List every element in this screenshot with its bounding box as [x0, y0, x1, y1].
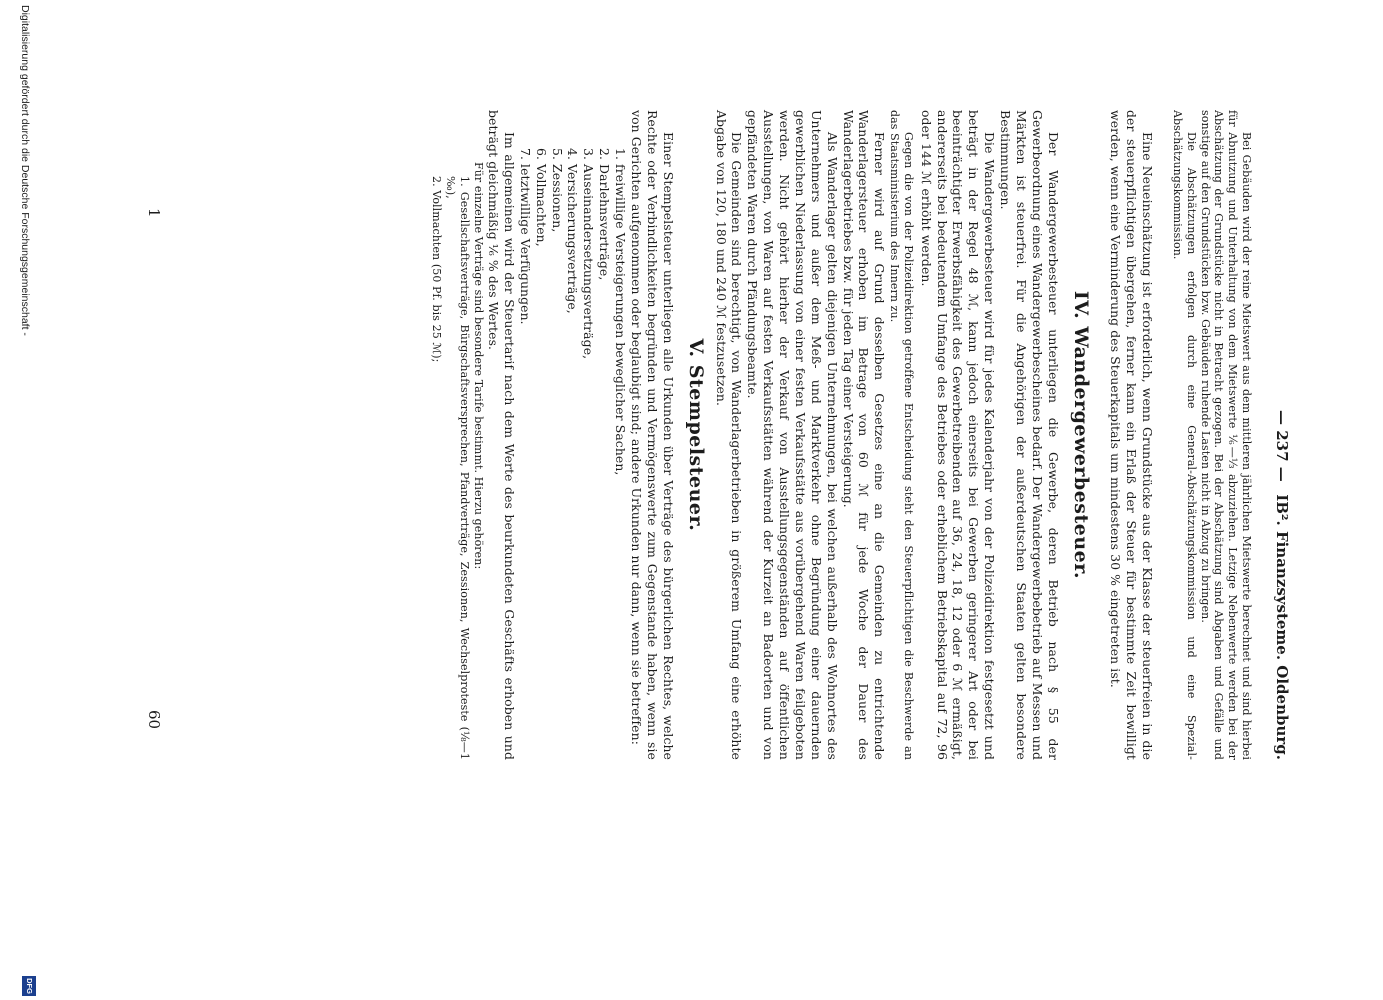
- list-item: 4. Versicherungsverträge,: [565, 148, 581, 314]
- dfg-logo-icon: DFG: [22, 976, 36, 996]
- section-stempelsteuer: [429, 110, 708, 760]
- intro-paragraph: Eine Neueinschätzung ist erforderlich, wenn Grundstücke aus der Klasse der steuerfreien in die der steuerpflichtigen übergehen, ferner kann ein Erlaß der Steuer für bestimmte Zeit bewilligt werden, wenn eine Verminderung des Steuerkapitals um mindestens 30 % eingetreten ist.: [1108, 110, 1155, 760]
- body-paragraph: Die Gemeinden sind berechtigt, von Wanderlagerbetrieben in größerem Umfang eine erhöhte Abgabe von 120, 180 und 240 ℳ festzusetzen.: [713, 110, 745, 760]
- tariff-item: 1. Gesellschaftsverträge, Bürgschaftsversprechen, Pfandverträge, Zessionen, Wechselproteste (⅛—1 ‰),: [444, 176, 472, 760]
- list-item: 2. Darlehnsverträge,: [597, 148, 613, 281]
- list-item: 6. Vollmachten,: [533, 148, 549, 247]
- body-paragraph: Gegen die von der Polizeidirektion getroffene Entscheidung steht den Steuerpflichtigen die Beschwerde an das Staatsministerium des Innern zu.: [888, 110, 915, 760]
- list-item: 7. letztwillige Verfügungen.: [517, 148, 533, 325]
- page-number: — 237 —: [1273, 410, 1291, 482]
- intro-paragraph: Die Abschätzungen erfolgen durch eine General-Abschätzungskommission und eine Spezial-Abschätzungskommission.: [1171, 110, 1198, 760]
- intro-block: [1171, 110, 1254, 760]
- signature-mark-left: 1: [145, 208, 163, 218]
- signature-mark-right: 60: [145, 710, 163, 730]
- tariff-item: 2. Vollmachten (50 Pf. bis 25 ℳ);: [429, 176, 443, 363]
- tariff-intro: Für einzelne Verträge sind besondere Tarife bestimmt. Hierzu gehören:: [472, 162, 486, 570]
- list-item: 1. freiwillige Versteigerungen beweglicher Sachen,: [613, 148, 629, 476]
- section-heading: V. Stempelsteuer.: [685, 338, 707, 532]
- intro-paragraph: Bei Gebäuden wird der reine Mietswert aus dem mittleren jährlichen Mietswerte berechnet und sind hierbei für Abnutzung und Unterhaltung von dem Mietswerte ⅙—⅓ abzuziehen. Letzige Nebenwerte werden bei der Abschätzung der Grundstücke nicht in Betracht gezogen. Bei der Abschätzung sind Abgaben und Gefälle und sonstige auf den Grundstücken bzw. Gebäuden ruhende Lasten nicht in Abzug zu bringen.: [1198, 110, 1253, 760]
- body-paragraph: Einer Stempelsteuer unterliegen alle Urkunden über Verträge des bürgerlichen Rechtes, welche Rechte oder Verbindlichkeiten begründen und Vermögenswerte zum Gegenstande haben, wenn sie von Gerichten aufgenommen oder beglaubigt sind; andere Urkunden nur dann, wenn sie betreffen:: [628, 110, 676, 760]
- section-wandergewerbesteuer: [713, 110, 1093, 760]
- digitization-credit: Digitalisierung gefördert durch die Deutsche Forschungsgemeinschaft -: [19, 5, 31, 336]
- intro-block-2: [1107, 110, 1155, 760]
- list-item: 3. Auseinandersetzungsverträge,: [581, 148, 597, 360]
- list-item: 5. Zessionen,: [549, 148, 565, 233]
- body-paragraph: Als Wanderlager gelten diejenigen Unternehmungen, bei welchen außerhalb des Wohnortes des Unternehmers und außer dem Meß- und Marktverkehr ohne Begründung einer dauernden gewerblichen Niederlassung von einer festen Verkaufsstätte aus vorübergehend Waren feilgeboten werden. Nicht gehört hierher der Verkauf von Ausstellungsgegenständen auf öffentlichen Ausstellungen, von Waren auf festen Verkaufsstätten während der Kurzeit an Badeorten und von gepfändeten Waren durch Pfändungsbeamte.: [745, 110, 840, 760]
- section-heading: IV. Wandergewerbesteuer.: [1070, 290, 1092, 580]
- body-paragraph: Der Wandergewerbesteuer unterliegen die Gewerbe, deren Betrieb nach § 55 der Gewerbeordnung eines Wandergewerbescheines bedarf. Der Wandergewerbebetrieb auf Messen und Märkten ist steuerfrei. Für die Angehörigen der außerdeutschen Staaten gelten besondere Bestimmungen.: [998, 110, 1061, 760]
- body-paragraph: Ferner wird auf Grund desselben Gesetzes eine an die Gemeinden zu entrichtende Wanderlagersteuer erhoben im Betrage von 60 ℳ für jede Woche der Dauer des Wanderlagerbetriebes bzw. für jeden Tag einer Versteigerung.: [840, 110, 888, 760]
- digitization-footer: [2, 0, 38, 1000]
- running-title: IB². Finanzsysteme. Oldenburg.: [1273, 494, 1291, 760]
- running-header: [1271, 110, 1291, 760]
- body-paragraph: Im allgemeinen wird der Steuertarif nach dem Werte des beurkundeten Geschäfts erhoben und beträgt gleichmäßig ⅙ % des Wertes.: [486, 110, 517, 760]
- body-paragraph: Die Wandergewerbesteuer wird für jedes Kalenderjahr von der Polizeidirektion festgesetzt und beträgt in der Regel 48 ℳ, kann jedoch einerseits bei Gewerben geringerer Art oder bei beeinträchtigter Erwerbsfähigkeit des Gewerbetreibenden auf 36, 24, 18, 12 oder 6 ℳ ermäßigt, andererseits bei bedeutendem Umfange des Betriebes oder erheblichem Betriebskapital auf 72, 96 oder 144 ℳ erhöht werden.: [918, 110, 998, 760]
